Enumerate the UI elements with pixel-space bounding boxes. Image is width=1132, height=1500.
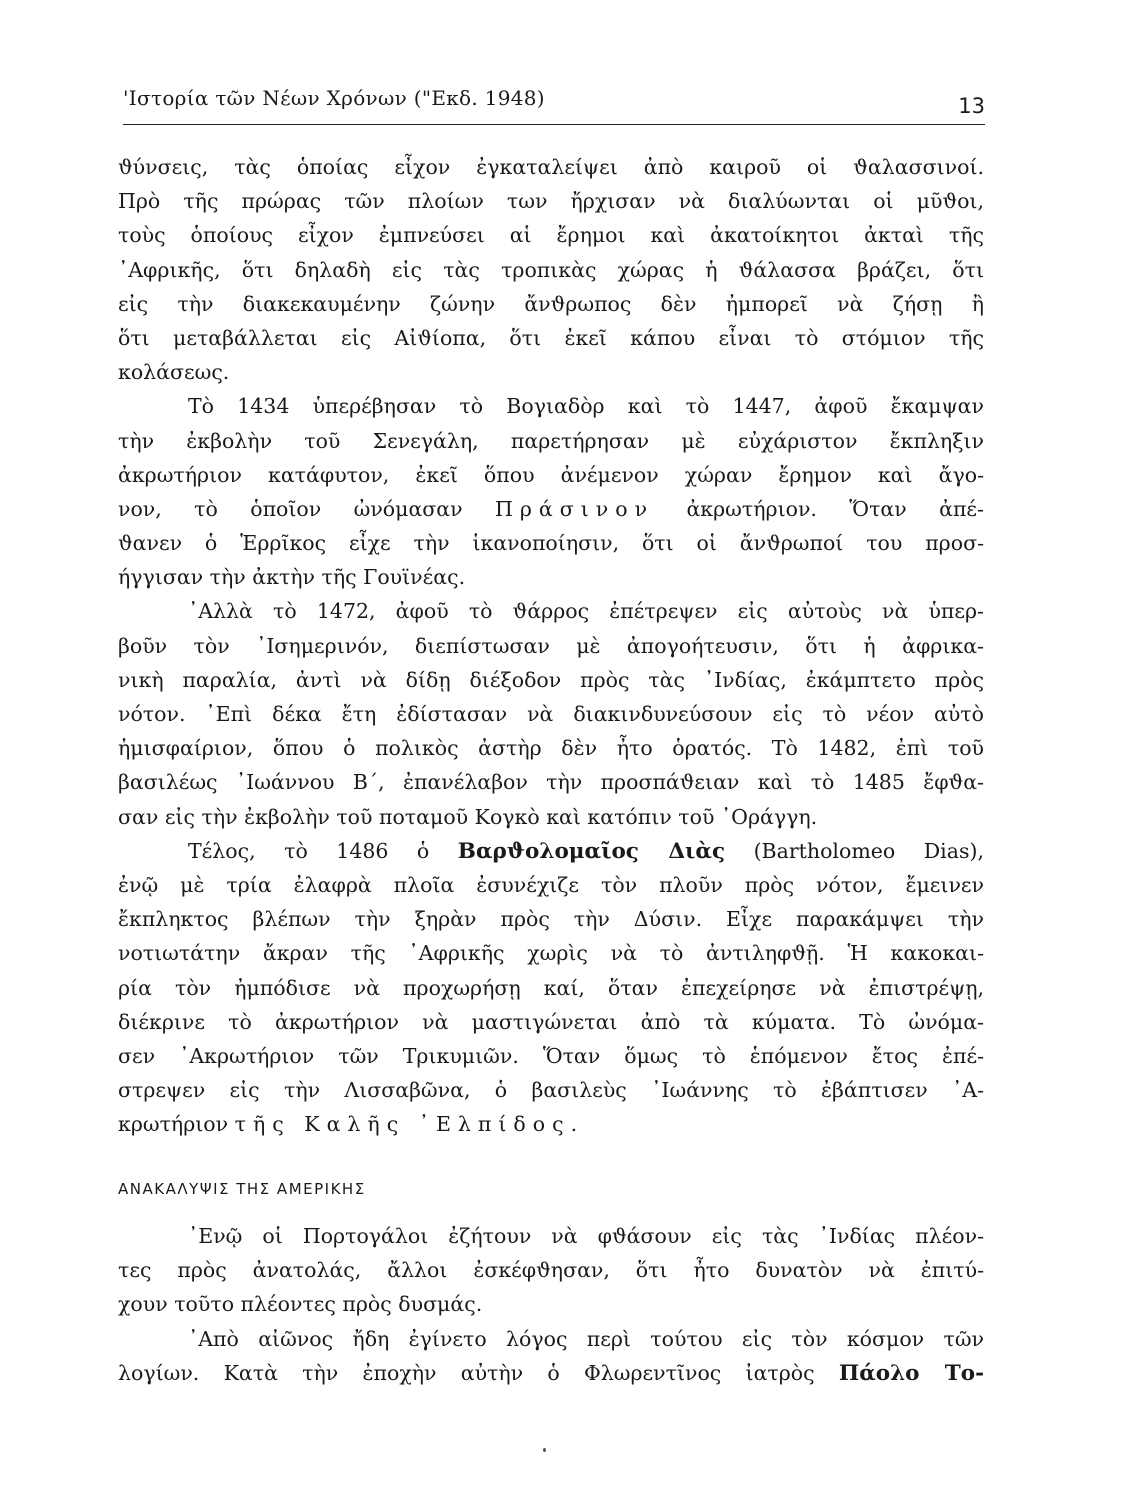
running-head (123, 86, 985, 126)
text-line: ἐνῷ μὲ τρία ἐλαφρὰ πλοῖα ἐσυνέχιζε τὸν πλοῦν πρὸς νότον, ἔμεινεν (118, 872, 984, 897)
text-line (118, 834, 984, 868)
page-number: 13 (958, 94, 985, 118)
text-line: ᾿Αφρικῆς, ὅτι δηλαδὴ εἰς τὰς τροπικὰς χώρας ἡ ϑάλασσα βράζει, ὅτι (118, 257, 984, 282)
text-line: ἀκρωτήριον κατάφυτον, ἐκεῖ ὅπου ἀνέμενον χώραν ἔρημον καὶ ἄγο- (118, 462, 984, 487)
text-run: νον, τὸ ὁποῖον ὠνόμασαν (118, 496, 463, 521)
text-line: σαν εἰς τὴν ἐκβολὴν τοῦ ποταμοῦ Κογκὸ καὶ κατόπιν τοῦ ᾿Οράγγη. (118, 804, 818, 829)
text-line: βοῦν τὸν ᾿Ισημερινόν, διεπίστωσαν μὲ ἀπογοήτευσιν, ὅτι ἡ ἀφρικα- (118, 633, 984, 658)
text-line: ήγγισαν τὴν ἀκτὴν τῆς Γουϊνέας. (118, 565, 466, 590)
text-line: νικὴ παραλία, ἀντὶ νὰ δίδῃ διέξοδον πρὸς τὰς ᾿Ινδίας, ἐκάμπτετο πρὸς (118, 667, 984, 692)
text-line: στρεψεν εἰς τὴν Λισσαβῶνα, ὁ βασιλεὺς ᾿Ιωάννης τὸ ἐβάπτισεν ᾿Α- (118, 1078, 984, 1103)
text-line: νότον. ᾿Επὶ δέκα ἔτη ἐδίστασαν νὰ διακινδυνεύσουν εἰς τὸ νέον αὐτὸ (118, 702, 984, 726)
text-line: σεν ᾿Ακρωτήριον τῶν Τρικυμιῶν. Ὅταν ὅμως τὸ ἑπόμενον ἔτος ἐπέ- (118, 1043, 984, 1068)
emphasized-word: Πράσινον (495, 496, 655, 521)
text-run: κρωτήριον (118, 1112, 229, 1137)
text-line: βασιλέως ᾿Ιωάννου Β΄, ἐπανέλαβον τὴν προσπάϑειαν καὶ τὸ 1485 ἔφϑα- (118, 770, 984, 795)
text-line: ἔκπληκτος βλέπων τὴν ξηρὰν πρὸς τὴν Δύσιν. Εἶχε παρακάμψει τὴν (118, 907, 984, 932)
text-run: λογίων. Κατὰ τὴν ἐποχὴν αὐτὴν ὁ Φλωρεντῖνος ἰατρὸς (118, 1360, 815, 1385)
text-line: ϑύνσεις, τὰς ὁποίας εἶχον ἐγκαταλείψει ἀπὸ καιροῦ οἱ ϑαλασσινοί. (118, 155, 984, 179)
header-rule (123, 124, 985, 125)
emphasized-phrase: τῆς Καλῆς ᾿Ελπίδος. (234, 1112, 585, 1137)
text-line: νοτιωτάτην ἄκραν τῆς ᾿Αφρικῆς χωρὶς νὰ τὸ ἀντιληφϑῇ. Ἡ κακοκαι- (118, 941, 984, 966)
text-line (118, 492, 984, 526)
text-line: εἰς τὴν διακεκαυμένην ζώνην ἄνϑρωπος δὲν ἠμπορεῖ νὰ ζήσῃ ἢ (118, 291, 984, 316)
running-title: 'Ιστορία τῶν Νέων Χρόνων ("Εκδ. 1948) (123, 86, 545, 110)
text-run: (Bartholomeo Dias), (753, 838, 984, 863)
text-line: τοὺς ὁποίους εἶχον ἐμπνεύσει αἱ ἔρημοι καὶ ἀκατοίκητοι ἀκταὶ τῆς (118, 223, 984, 248)
section-body (118, 1219, 984, 1390)
person-name: Πάολο Το- (838, 1360, 984, 1386)
text-line: κολάσεως. (118, 360, 230, 385)
text-line: τες πρὸς ἀνατολάς, ἄλλοι ἐσκέφϑησαν, ὅτι ἦτο δυνατὸν νὰ ἐπιτύ- (118, 1258, 984, 1283)
body-text (118, 150, 984, 1141)
text-line: ὅτι μεταβάλλεται εἰς Αἰϑίοπα, ὅτι ἐκεῖ κάπου εἶναι τὸ στόμιον τῆς (118, 325, 984, 350)
text-run: Τέλος, τὸ 1486 ὁ (188, 838, 430, 863)
section-heading: ΑΝΑΚΑΛΥΨΙΣ ΤΗΣ ΑΜΕΡΙΚΗΣ (118, 1180, 366, 1198)
print-speck (543, 1448, 546, 1452)
text-line: Πρὸ τῆς πρώρας τῶν πλοίων των ἤρχισαν νὰ διαλύωνται οἱ μῦϑοι, (118, 189, 984, 214)
text-run: ἀκρωτήριον. Ὅταν ἀπέ- (686, 496, 984, 521)
text-line (118, 1356, 984, 1390)
text-line: ᾿Απὸ αἰῶνος ἤδη ἐγίνετο λόγος περὶ τούτου εἰς τὸν κόσμον τῶν (188, 1326, 984, 1351)
text-line: τὴν ἐκβολὴν τοῦ Σενεγάλη, παρετήρησαν μὲ εὐχάριστον ἔκπληξιν (118, 428, 984, 453)
text-line: ᾿Ενῷ οἱ Πορτογάλοι ἐζήτουν νὰ φϑάσουν εἰς τὰς ᾿Ινδίας πλέον- (188, 1224, 984, 1248)
text-line: Τὸ 1434 ὑπερέβησαν τὸ Βογιαδὸρ καὶ τὸ 1447, ἀφοῦ ἔκαμψαν (188, 394, 984, 419)
text-line: ρία τὸν ἠμπόδισε νὰ προχωρήσῃ καί, ὅταν ἐπεχείρησε νὰ ἐπιστρέψῃ, (118, 975, 984, 1000)
text-line: ᾿Αλλὰ τὸ 1472, ἀφοῦ τὸ ϑάρρος ἐπέτρεψεν εἰς αὐτοὺς νὰ ὑπερ- (188, 599, 984, 624)
text-line: διέκρινε τὸ ἀκρωτήριον νὰ μαστιγώνεται ἀπὸ τὰ κύματα. Τὸ ὠνόμα- (118, 1009, 984, 1034)
text-line: χουν τοῦτο πλέοντες πρὸς δυσμάς. (118, 1292, 483, 1317)
text-line (118, 1107, 984, 1141)
text-line: ϑανεν ὁ Ἑρρῖκος εἶχε τὴν ἱκανοποίησιν, ὅτι οἱ ἄνϑρωποί του προσ- (118, 531, 984, 556)
person-name: Βαρϑολομαῖος Διὰς (457, 838, 726, 864)
text-line: ἡμισφαίριον, ὅπου ὁ πολικὸς ἀστὴρ δὲν ἦτο ὁρατός. Τὸ 1482, ἐπὶ τοῦ (118, 736, 984, 761)
